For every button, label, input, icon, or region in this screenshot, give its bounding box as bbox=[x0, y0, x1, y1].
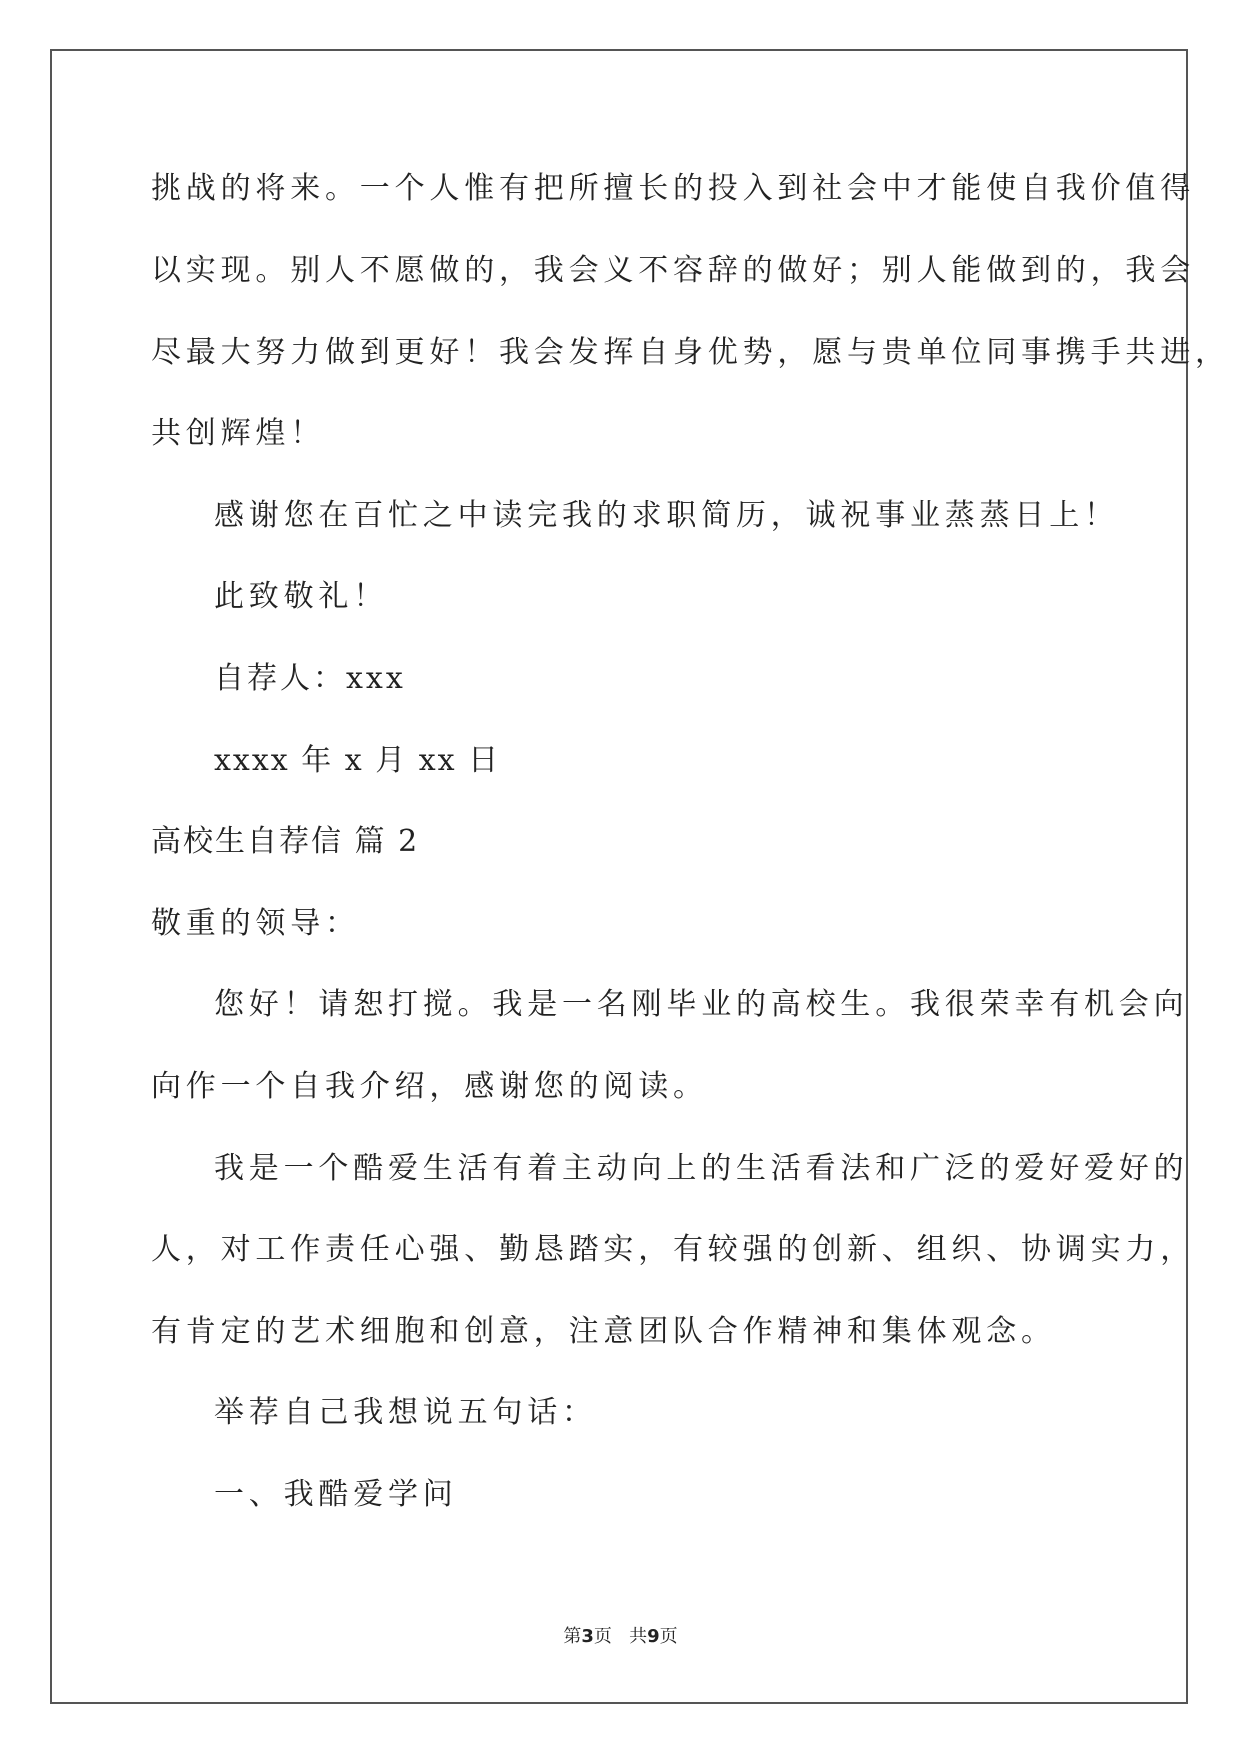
body-line-15: 有肯定的艺术细胞和创意，注意团队合作精神和集体观念。 bbox=[151, 1314, 1056, 1349]
date-line: xxxx 年 x 月 xx 日 bbox=[214, 743, 501, 778]
body-line-12: 向作一个自我介绍，感谢您的阅读。 bbox=[151, 1069, 708, 1104]
page-prefix: 第 bbox=[563, 1626, 582, 1647]
page-border bbox=[50, 49, 1188, 1704]
total-pages-number: 9 bbox=[647, 1626, 660, 1647]
body-line-14: 人，对工作责任心强、勤恳踏实，有较强的创新、组织、协调实力， bbox=[151, 1232, 1195, 1267]
page-suffix: 页 bbox=[593, 1626, 612, 1647]
body-line-2: 以实现。别人不愿做的，我会义不容辞的做好；别人能做到的，我会 bbox=[151, 253, 1195, 288]
page-footer bbox=[0, 1625, 1241, 1649]
section-heading: 高校生自荐信 篇 2 bbox=[151, 824, 420, 859]
list-item-1: 一、我酷爱学问 bbox=[214, 1477, 458, 1512]
body-line-1: 挑战的将来。一个人惟有把所擅长的投入到社会中才能使自我价值得 bbox=[151, 171, 1195, 206]
body-line-4: 共创辉煌！ bbox=[151, 416, 325, 451]
body-line-3: 尽最大努力做到更好！我会发挥自身优势，愿与贵单位同事携手共进， bbox=[151, 335, 1230, 370]
current-page-number: 3 bbox=[581, 1626, 594, 1647]
greeting-line: 敬重的领导： bbox=[151, 906, 360, 941]
body-line-13: 我是一个酷爱生活有着主动向上的生活看法和广泛的爱好爱好的 bbox=[214, 1151, 1189, 1186]
signature-line: 自荐人：xxx bbox=[214, 661, 406, 696]
total-suffix: 页 bbox=[659, 1626, 678, 1647]
total-prefix: 共 bbox=[629, 1626, 648, 1647]
closing-salutation: 此致敬礼！ bbox=[214, 579, 388, 614]
body-line-16: 举荐自己我想说五句话： bbox=[214, 1395, 597, 1430]
thanks-paragraph: 感谢您在百忙之中读完我的求职简历，诚祝事业蒸蒸日上！ bbox=[214, 498, 1119, 533]
body-line-11: 您好！请恕打搅。我是一名刚毕业的高校生。我很荣幸有机会向 bbox=[214, 987, 1189, 1022]
